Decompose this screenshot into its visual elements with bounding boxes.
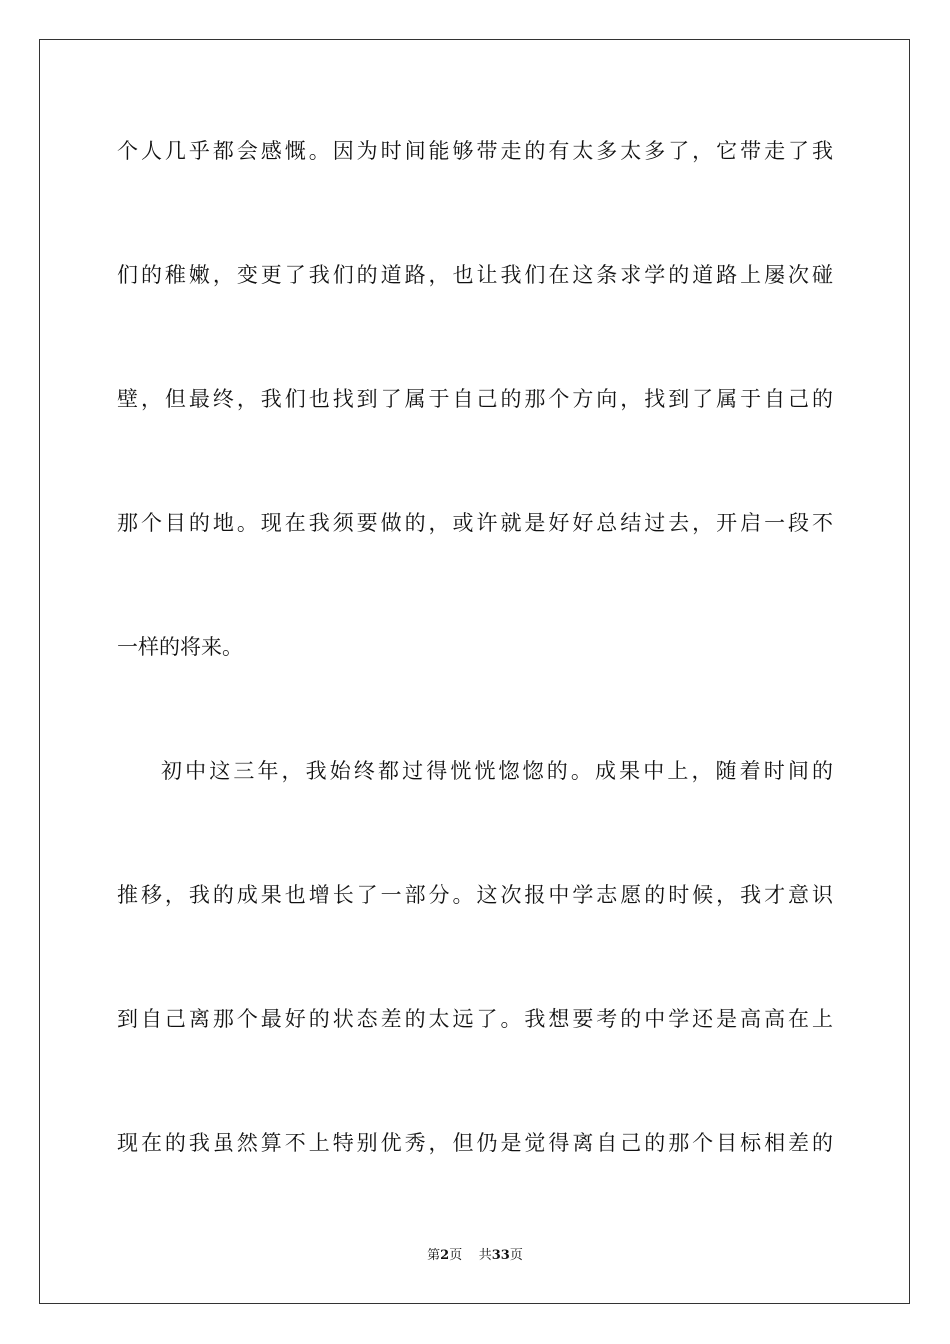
text-line: 推移，我的成果也增长了一部分。这次报中学志愿的时候，我才意识 xyxy=(117,883,833,907)
page-border xyxy=(39,39,910,1304)
page-number: 2 xyxy=(440,1248,450,1263)
page-suffix: 页 xyxy=(449,1248,463,1263)
total-pages: 33 xyxy=(491,1248,510,1263)
text-line: 现在的我虽然算不上特别优秀，但仍是觉得离自己的那个目标相差的 xyxy=(117,1131,833,1155)
paragraph-first-line: 初中这三年，我始终都过得恍恍惚惚的。成果中上，随着时间的 xyxy=(161,759,833,783)
text-line: 到自己离那个最好的状态差的太远了。我想要考的中学还是高高在上 xyxy=(117,1007,833,1031)
text-line: 个人几乎都会感慨。因为时间能够带走的有太多太多了，它带走了我 xyxy=(117,139,833,163)
total-suffix: 页 xyxy=(509,1248,523,1263)
text-line: 那个目的地。现在我须要做的，或许就是好好总结过去，开启一段不 xyxy=(117,511,833,535)
text-line: 一样的将来。 xyxy=(117,635,243,659)
page-footer xyxy=(0,1248,950,1264)
total-prefix: 共 xyxy=(478,1248,492,1263)
text-line: 们的稚嫩，变更了我们的道路，也让我们在这条求学的道路上屡次碰 xyxy=(117,263,833,287)
text-line: 壁，但最终，我们也找到了属于自己的那个方向，找到了属于自己的 xyxy=(117,387,833,411)
page-prefix: 第 xyxy=(427,1248,441,1263)
